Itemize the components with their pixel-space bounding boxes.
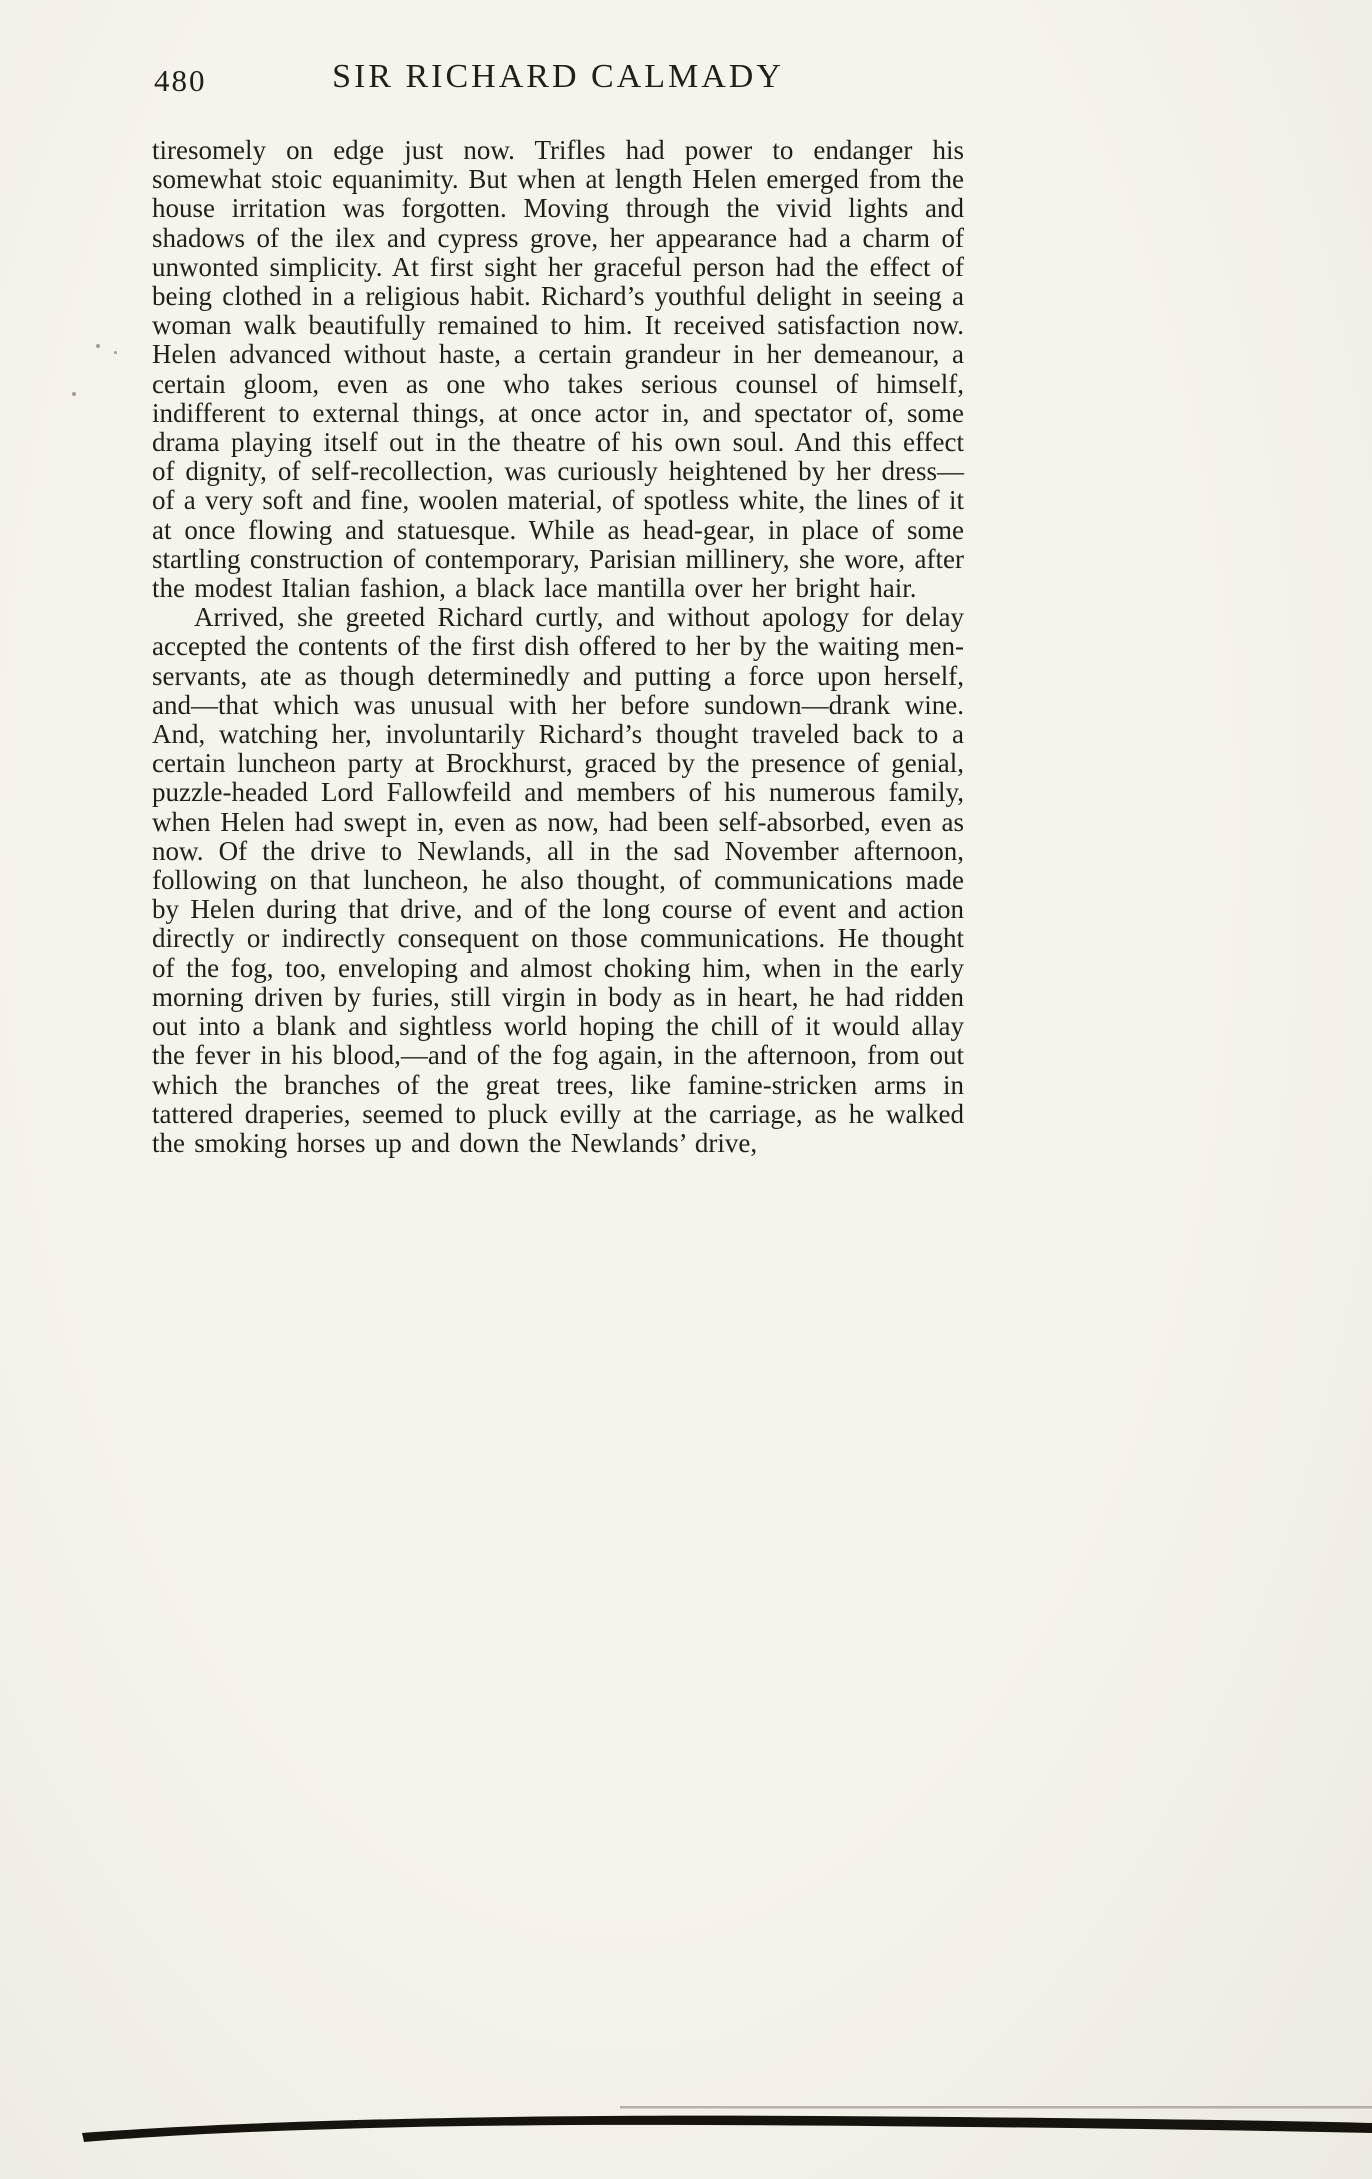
scan-speck xyxy=(96,344,100,348)
running-title: SIR RICHARD CALMADY xyxy=(332,58,784,95)
scan-speck xyxy=(72,392,76,396)
text-column xyxy=(152,58,964,1158)
scan-speck xyxy=(114,351,117,354)
page-header xyxy=(152,58,964,104)
page-number: 480 xyxy=(154,63,207,98)
paragraph-1: tiresomely on edge just now. Trifles had power to endanger his somewhat stoic equanimity. But when at length Helen emerged from the house irritation was forgotten. Moving through the vivid lights and shadows of the ilex and cypress grove, her appearance had a charm of unwonted simplicity. At first sight her graceful person had the effect of being clothed in a religious habit. Richard’s youthful delight in seeing a woman walk beautifully remained to him. It received satisfaction now. Helen advanced without haste, a certain grandeur in her demeanour, a certain gloom, even as one who takes serious counsel of himself, indifferent to external things, at once actor in, and spectator of, some drama playing itself out in the theatre of his own soul. And this effect of dignity, of self-recollection, was curiously heightened by her dress—of a very soft and fine, woolen material, of spotless white, the lines of it at once flowing and statuesque. While as head-gear, in place of some startling construction of contemporary, Parisian millinery, she wore, after the modest Italian fashion, a black lace mantilla over her bright hair. xyxy=(152,135,964,604)
page-bottom-scan-artifact xyxy=(0,2087,1372,2157)
paragraph-2: Arrived, she greeted Richard curtly, and without apology for delay accepted the contents of the first dish offered to her by the waiting men-servants, ate as though determinedly and putting a force upon herself, and—that which was unusual with her before sundown—drank wine. And, watching her, involuntarily Richard’s thought traveled back to a certain luncheon party at Brockhurst, graced by the presence of genial, puzzle-headed Lord Fallowfeild and members of his numerous family, when Helen had swept in, even as now, had been self-absorbed, even as now. Of the drive to Newlands, all in the sad November afternoon, following on that luncheon, he also thought, of communications made by Helen during that drive, and of the long course of event and action directly or indirectly consequent on those communications. He thought of the fog, too, enveloping and almost choking him, when in the early morning driven by furies, still virgin in body as in heart, he had ridden out into a blank and sightless world hoping the chill of it would allay the fever in his blood,—and of the fog again, in the afternoon, from out which the branches of the great trees, like famine-stricken arms in tattered draperies, seemed to pluck evilly at the carriage, as he walked the smoking horses up and down the Newlands’ drive, xyxy=(152,602,964,1158)
